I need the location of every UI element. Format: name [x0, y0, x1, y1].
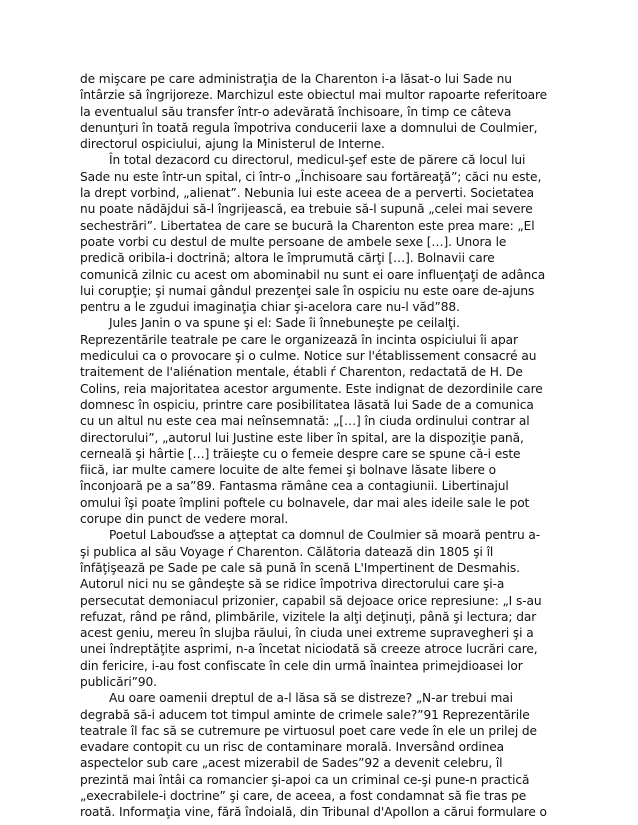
- text-line: directorului”, „autorul lui Justine este liber în spital, are la dispoziţie pană,: [80, 430, 524, 445]
- text-line: traitement de l'aliénation mentale, établi ŕ Charenton, redactată de H. De: [80, 365, 523, 380]
- text-line: pentru a le zgudui imaginaţia chiar şi-acelora care nu-l văd”88.: [80, 300, 460, 315]
- text-line: „execrabilele-i doctrine” şi care, de aceea, a fost condamnat să fie tras pe: [80, 789, 527, 804]
- text-line: teatrale îl fac să se cutremure pe virtuosul poet care vede în ele un prilej de: [80, 723, 537, 738]
- paragraph-start-line: Au oare oamenii dreptul de a-l lăsa să se distreze? „N-ar trebui mai: [109, 691, 513, 706]
- text-line: Autorul nici nu se gândeşte să se ridice împotriva directorului care şi-a: [80, 577, 505, 592]
- text-line: sechestrări”. Libertatea de care se bucură la Charenton este prea mare: „El: [80, 218, 535, 233]
- text-line: directorul ospiciului, ajung la Ministerul de Interne.: [80, 137, 385, 152]
- text-line: evadare contopit cu un risc de contaminare morală. Inversând ordinea: [80, 740, 505, 755]
- text-line: unei îndreptăţite asprimi, n-a încetat niciodată să creeze atroce lucrări care,: [80, 642, 538, 657]
- text-line: predică oribila-i doctrină; altora le împrumută cărţi […]. Bolnavii care: [80, 251, 495, 266]
- text-line: de mişcare pe care administraţia de la Charenton i-a lăsat-o lui Sade nu: [80, 72, 512, 86]
- paragraph-start-line: Jules Janin o va spune şi el: Sade îi înnebuneşte pe ceilalţi.: [109, 316, 460, 331]
- text-line: lui corupţie; şi numai gândul prezenţei sale în ospiciu nu este oare de-ajuns: [80, 283, 535, 298]
- text-line: întârzie să îngrijoreze. Marchizul este obiectul mai multor rapoarte referitoare: [80, 88, 548, 103]
- text-line: poate vorbi cu destul de multe persoane de ambele sexe […]. Unora le: [80, 234, 507, 249]
- text-line: Reprezentările teatrale pe care le organizează în incinta ospiciului îi apar: [80, 332, 518, 347]
- paragraph-start-line: Poetul Labouďsse a aţteptat ca domnul de Coulmier să moară pentru a-: [109, 528, 541, 543]
- text-line: omului îşi poate împlini poftele cu bolnavele, dar mai ales ideile sale le pot: [80, 495, 530, 510]
- text-line: la eventualul său transfer într-o adevărată închisoare, în timp ce câteva: [80, 104, 512, 119]
- text-line: denunţuri în toată regula împotriva conducerii laxe a domnului de Coulmier,: [80, 120, 538, 135]
- paragraph-start-line: În total dezacord cu directorul, medicul-şef este de părere că locul lui: [109, 153, 526, 168]
- text-line: persecutat demoniacul prizonier, capabil să dejoace orice represiune: „I s-au: [80, 593, 542, 608]
- text-line: corupe din punct de vedere moral.: [80, 512, 289, 527]
- text-line: şi publica al său Voyage ŕ Charenton. Călătoria datează din 1805 şi îl: [80, 544, 494, 559]
- text-line: înconjoară pe a sa”89. Fantasma rămâne cea a contagiunii. Libertinajul: [80, 479, 509, 494]
- text-line: comunică zilnic cu acest om abominabil nu sunt ei oare influenţaţi de adânca: [80, 267, 546, 282]
- text-line: cu un altul nu este cea mai neînsemnată: „[…] în ciuda ordinului contrar al: [80, 414, 530, 429]
- text-line: acest geniu, mereu în slujba răului, în ciuda unei extreme supravegheri şi a: [80, 626, 534, 641]
- text-line: cerneală şi hârtie […] trăieşte cu o femeie despre care se spune că-i este: [80, 446, 521, 461]
- body-text: [80, 71, 560, 821]
- text-line: degrabă să-i aducem tot timpul aminte de crimele sale?”91 Reprezentările: [80, 707, 530, 722]
- text-line: domnesc în ospiciu, printre care posibilitatea lăsată lui Sade de a comunica: [80, 397, 534, 412]
- text-line: fiică, iar multe camere locuite de alte femei şi bolnave lăsate libere o: [80, 463, 497, 478]
- text-line: publicări”90.: [80, 674, 157, 689]
- text-line: refuzat, rând pe rând, plimbările, vizitele la alţi deţinuţi, până şi lectura; dar: [80, 609, 537, 624]
- text-line: prezintă mai întâi ca romancier şi-apoi ca un criminal ce-şi pune-n practică: [80, 772, 530, 787]
- text-line: aspectelor sub care „acest mizerabil de Sades”92 a devenit celebru, îl: [80, 756, 503, 771]
- text-line: nu poate nădăjdui să-l îngrijească, ea trebuie să-l supună „celei mai severe: [80, 202, 533, 217]
- text-line: roată. Informaţia vine, fără îndoială, din Tribunal d'Apollon a cărui formulare o: [80, 805, 547, 820]
- text-line: la drept vorbind, „alienat”. Nebunia lui este aceea de a perverti. Societatea: [80, 186, 534, 201]
- text-line: din fericire, i-au fost confiscate în cele din urmă înaintea primejdioasei lor: [80, 658, 523, 673]
- text-line: Colins, reia majoritatea acestor argumente. Este indignat de dezordinile care: [80, 381, 543, 396]
- text-line: Sade nu este într-un spital, ci într-o „Închisoare sau fortăreaţă”; căci nu este,: [80, 169, 542, 184]
- text-line: medicului ca o provocare şi o culme. Notice sur l'établissement consacré au: [80, 349, 537, 364]
- text-line: înfăţişează pe Sade pe cale să pună în scenă L'Impertinent de Desmahis.: [80, 560, 520, 575]
